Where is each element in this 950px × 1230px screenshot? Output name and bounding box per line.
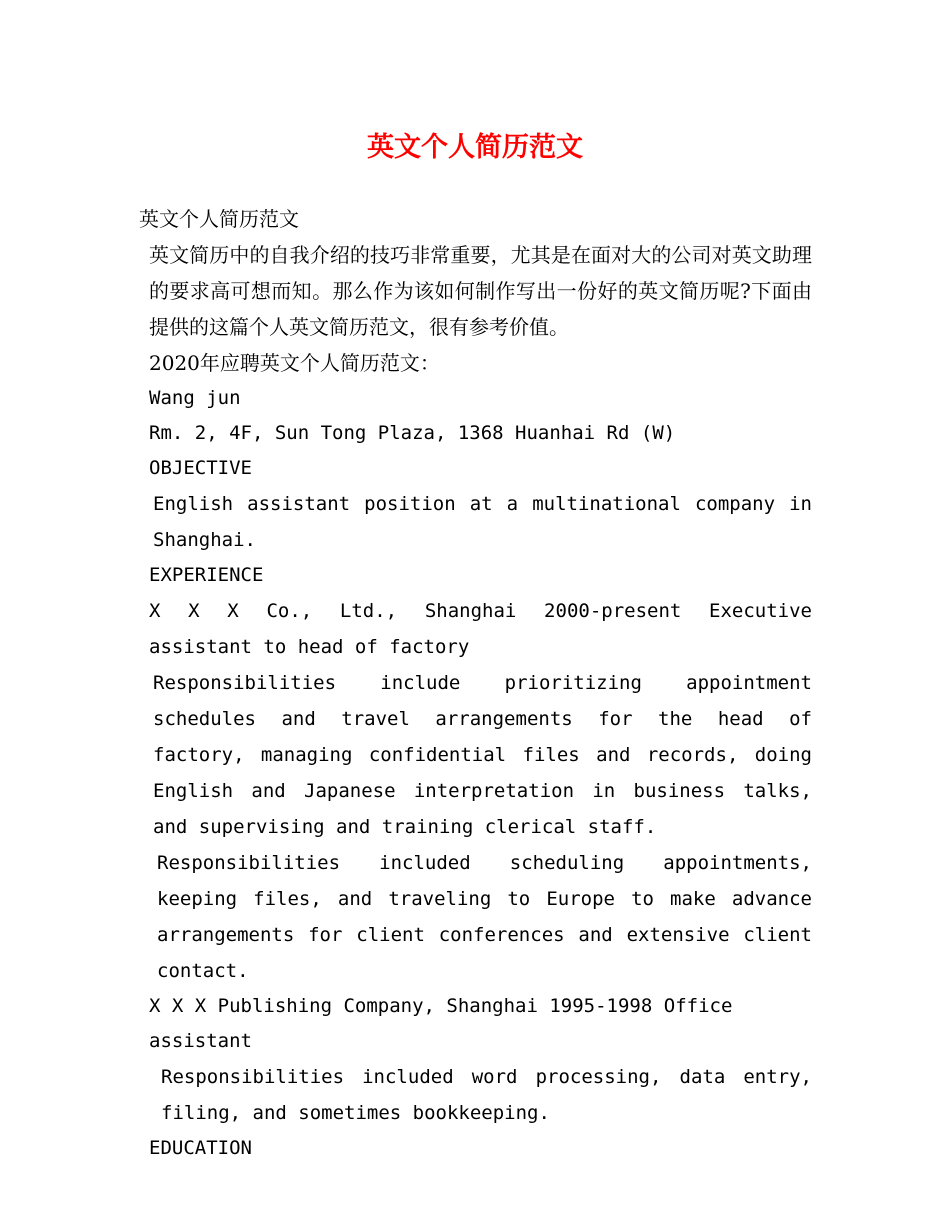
applicant-address: Rm. 2, 4F, Sun Tong Plaza, 1368 Huanhai Rd (W) [149,422,676,444]
job1-responsibilities-2: Responsibilities included scheduling appointments, keeping files, and traveling to Europe to make advance arrangements for client conferences and extensive client contact. [157,852,812,982]
education-heading: EDUCATION [149,1137,252,1159]
job-entry-2: X X X Publishing Company, Shanghai 1995-1998 Office assistant [149,995,733,1052]
job-entry-1: X X X Co., Ltd., Shanghai 2000-present Executive assistant to head of factory [149,600,812,658]
job1-responsibilities-1: Responsibilities include prioritizing appointment schedules and travel arrangements for the head of factory, managing confidential files and records, doing English and Japanese interpretation in business talks, and supervising and training clerical staff. [153,672,812,838]
experience-heading: EXPERIENCE [149,564,264,586]
document-title: 英文个人简历范文 [367,132,583,163]
objective-text: English assistant position at a multinational company in Shanghai. [153,493,812,551]
subtitle: 英文个人简历范文 [139,207,299,231]
applicant-name: Wang jun [149,387,241,409]
document-body [139,201,812,1166]
intro-paragraph: 英文简历中的自我介绍的技巧非常重要，尤其是在面对大的公司对英文助理的要求高可想而知。那么作为该如何制作写出一份好的英文简历呢?下面由提供的这篇个人英文简历范文，很有参考价值。 [149,243,812,339]
section-heading-2020: 2020年应聘英文个人简历范文： [149,351,440,375]
job2-responsibilities: Responsibilities included word processing, data entry, filing, and sometimes bookkeeping. [161,1066,812,1124]
objective-heading: OBJECTIVE [149,457,252,479]
